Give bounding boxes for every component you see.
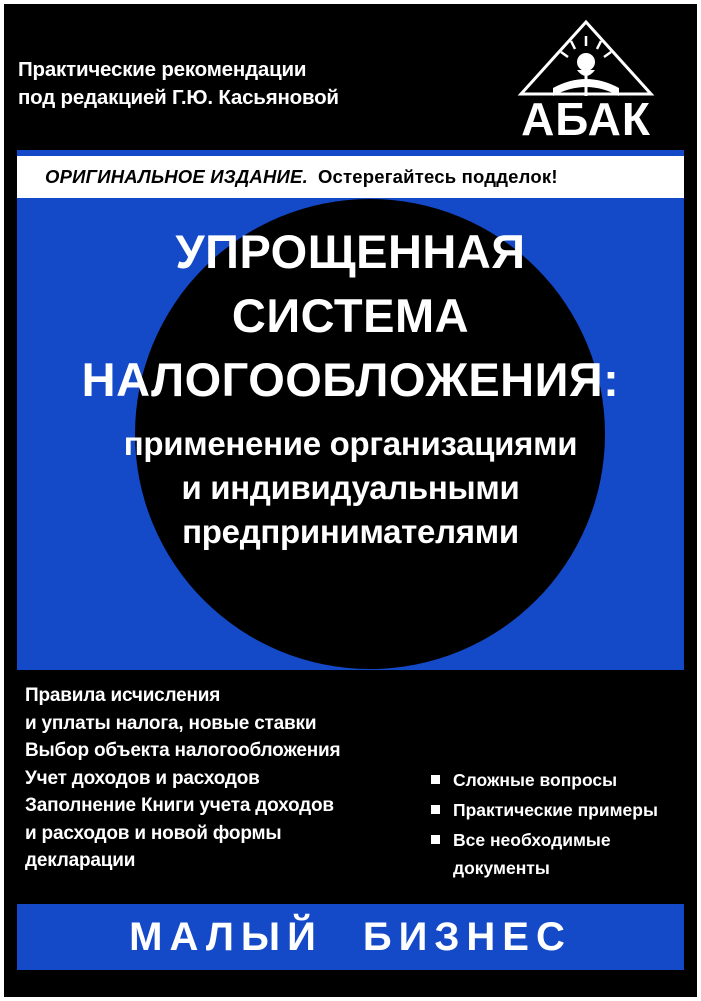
series-word-1: МАЛЫЙ <box>129 914 323 959</box>
book-title <box>17 220 684 554</box>
feature-line-7: декларации <box>25 850 136 871</box>
original-edition-strip <box>17 156 684 198</box>
subtitle-line-1: применение организациями <box>123 425 578 462</box>
title-line-2: СИСТЕМА <box>231 289 470 342</box>
list-item <box>431 826 691 882</box>
feature-line-2: и уплаты налога, новые ставки <box>25 712 317 734</box>
publisher-logo <box>491 18 681 146</box>
square-bullet-icon <box>431 805 440 814</box>
series-word-2: БИЗНЕС <box>362 914 572 959</box>
square-bullet-icon <box>431 775 440 784</box>
feature-line-5: Заполнение Книги учета доходов <box>25 795 334 816</box>
title-line-3: НАЛОГООБЛОЖЕНИЯ: <box>81 353 620 406</box>
features-list <box>25 682 393 875</box>
book-subtitle <box>17 422 684 554</box>
features-panel <box>17 670 392 900</box>
cover-header <box>4 4 697 150</box>
bullet-text-3: Все необходимые <box>453 830 611 850</box>
list-item <box>431 766 691 794</box>
list-item <box>431 796 691 824</box>
bullet-text-3-cont: документы <box>453 858 550 878</box>
bullet-text-2: Практические примеры <box>453 800 658 820</box>
original-edition-emphasis: ОРИГИНАЛЬНОЕ ИЗДАНИЕ. <box>45 166 308 187</box>
subtitle-line-3: предпринимателями <box>182 513 519 550</box>
original-edition-warning: Остерегайтесь подделок! <box>317 166 558 187</box>
bullets-panel <box>407 670 684 900</box>
title-line-1: УПРОЩЕННАЯ <box>175 225 526 278</box>
book-title-main <box>17 220 684 412</box>
subtitle-line-2: и индивидуальными <box>181 469 520 506</box>
cover-page <box>4 4 697 997</box>
feature-line-4: Учет доходов и расходов <box>25 767 260 789</box>
series-banner <box>17 904 684 970</box>
cover-lower-section <box>17 670 684 900</box>
editorial-credit-line1: Практические рекомендации <box>18 58 307 81</box>
square-bullet-icon <box>431 835 440 844</box>
feature-line-1: Правила исчисления <box>25 685 221 706</box>
bullet-list <box>431 766 691 884</box>
bullet-text-1: Сложные вопросы <box>453 770 618 790</box>
feature-line-3: Выбор объекта налогообложения <box>25 740 341 761</box>
editorial-credit-line2: под редакцией Г.Ю. Касьяновой <box>18 86 339 109</box>
editorial-credit <box>18 56 438 112</box>
publisher-name: АБАК <box>521 93 651 145</box>
feature-line-6: и расходов и новой формы <box>25 822 282 844</box>
